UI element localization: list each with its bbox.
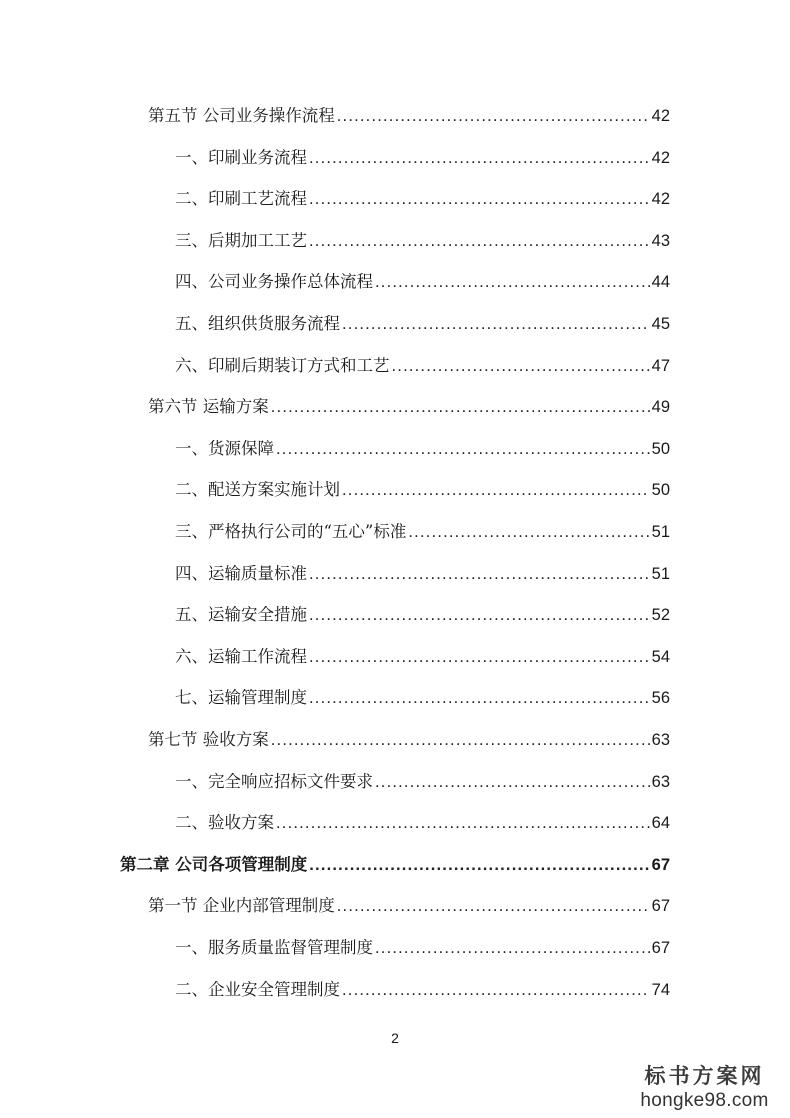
- toc-entry-item: [175, 229, 670, 253]
- toc-entry-page: 42: [651, 107, 670, 125]
- toc-entry-item: [175, 686, 670, 710]
- toc-entry-label: 七、运输管理制度: [175, 688, 307, 707]
- toc-entry-label: 二、验收方案: [175, 813, 274, 832]
- toc-entry-item: [175, 770, 670, 794]
- toc-entry-label: 第一节 企业内部管理制度: [148, 896, 335, 915]
- toc-entry-page: 43: [651, 232, 670, 250]
- toc-entry-page: 63: [651, 773, 670, 791]
- toc-entry-item: [175, 437, 670, 461]
- toc-leader-dots: [276, 811, 650, 835]
- toc-entry-page: 50: [651, 440, 670, 458]
- toc-entry-page: 67: [651, 939, 670, 957]
- toc-entry-label: 第六节 运输方案: [148, 397, 269, 416]
- toc-entry-label: 五、运输安全措施: [175, 605, 307, 624]
- toc-entry-page: 42: [651, 190, 670, 208]
- toc-entry-page: 64: [651, 814, 670, 832]
- toc-entry-page: 42: [651, 149, 670, 167]
- toc-entry-label: 二、配送方案实施计划: [175, 480, 340, 499]
- toc-entry-page: 44: [651, 273, 670, 291]
- toc-leader-dots: [309, 187, 650, 211]
- toc-leader-dots: [276, 437, 650, 461]
- toc-entry-page: 67: [651, 897, 670, 915]
- toc-entry-page: 56: [651, 689, 670, 707]
- toc-entry-label: 三、严格执行公司的“五心”标准: [175, 522, 407, 541]
- toc-entry-item: [175, 478, 670, 502]
- toc-entry-label: 一、完全响应招标文件要求: [175, 772, 373, 791]
- toc-entry-item: [175, 354, 670, 378]
- toc-entry-page: 49: [651, 398, 670, 416]
- toc-entry-item: [175, 146, 670, 170]
- page-number: 2: [391, 1030, 399, 1046]
- toc-entry-page: 54: [651, 648, 670, 666]
- toc-entry-item: [175, 603, 670, 627]
- toc-entry-label: 六、印刷后期装订方式和工艺: [175, 356, 390, 375]
- toc-entry-label: 四、公司业务操作总体流程: [175, 272, 373, 291]
- toc-leader-dots: [309, 853, 649, 877]
- toc-entry-item: [175, 562, 670, 586]
- toc-entry-label: 四、运输质量标准: [175, 564, 307, 583]
- toc-leader-dots: [271, 728, 650, 752]
- toc-leader-dots: [309, 645, 650, 669]
- toc-leader-dots: [392, 354, 650, 378]
- toc-leader-dots: [408, 520, 649, 544]
- toc-leader-dots: [271, 395, 650, 419]
- toc-entry-item: [175, 520, 670, 544]
- toc-entry-item: [175, 811, 670, 835]
- toc-entry-page: 45: [651, 315, 670, 333]
- toc-entry-item: [175, 270, 670, 294]
- toc-entry-item: [175, 187, 670, 211]
- toc-entry-label: 三、后期加工工艺: [175, 231, 307, 250]
- toc-leader-dots: [309, 229, 650, 253]
- toc-entry-label: 二、企业安全管理制度: [175, 980, 340, 999]
- toc-leader-dots: [309, 146, 650, 170]
- toc-entry-page: 47: [651, 357, 670, 375]
- toc-entry-label: 第五节 公司业务操作流程: [148, 106, 335, 125]
- toc-entry-page: 51: [651, 565, 670, 583]
- toc-entry-page: 63: [651, 731, 670, 749]
- toc-leader-dots: [309, 562, 650, 586]
- toc-entry-item: [175, 936, 670, 960]
- toc-entry-item: [175, 978, 670, 1002]
- toc-entry-label: 一、印刷业务流程: [175, 148, 307, 167]
- toc-entry-section: [148, 728, 670, 752]
- toc-leader-dots: [337, 104, 650, 128]
- toc-leader-dots: [375, 770, 650, 794]
- toc-entry-label: 二、印刷工艺流程: [175, 189, 307, 208]
- watermark-domain: hongke98.com: [640, 1090, 769, 1111]
- toc-entry-page: 51: [651, 523, 670, 541]
- toc-entry-section: [148, 894, 670, 918]
- toc-entry-page: 74: [651, 981, 670, 999]
- toc-entry-section: [148, 104, 670, 128]
- toc-entry-chapter: [120, 853, 670, 877]
- watermark: [637, 1063, 772, 1113]
- toc-leader-dots: [342, 478, 650, 502]
- toc-entry-label: 第七节 验收方案: [148, 730, 269, 749]
- toc-entry-page: 52: [651, 606, 670, 624]
- toc-leader-dots: [342, 312, 650, 336]
- toc-leader-dots: [375, 270, 650, 294]
- toc-entry-label: 第二章 公司各项管理制度: [120, 855, 308, 874]
- toc-entry-section: [148, 395, 670, 419]
- toc-entry-item: [175, 312, 670, 336]
- toc-entry-item: [175, 645, 670, 669]
- toc-entry-page: 67: [651, 856, 670, 874]
- toc-leader-dots: [309, 603, 650, 627]
- toc-leader-dots: [342, 978, 650, 1002]
- watermark-title: 标书方案网: [644, 1064, 765, 1088]
- toc-leader-dots: [375, 936, 650, 960]
- toc-entry-label: 一、货源保障: [175, 439, 274, 458]
- toc-leader-dots: [309, 686, 650, 710]
- toc-entry-page: 50: [651, 481, 670, 499]
- toc-entry-label: 五、组织供货服务流程: [175, 314, 340, 333]
- toc-leader-dots: [337, 894, 650, 918]
- toc-entry-label: 一、服务质量监督管理制度: [175, 938, 373, 957]
- toc-entry-label: 六、运输工作流程: [175, 647, 307, 666]
